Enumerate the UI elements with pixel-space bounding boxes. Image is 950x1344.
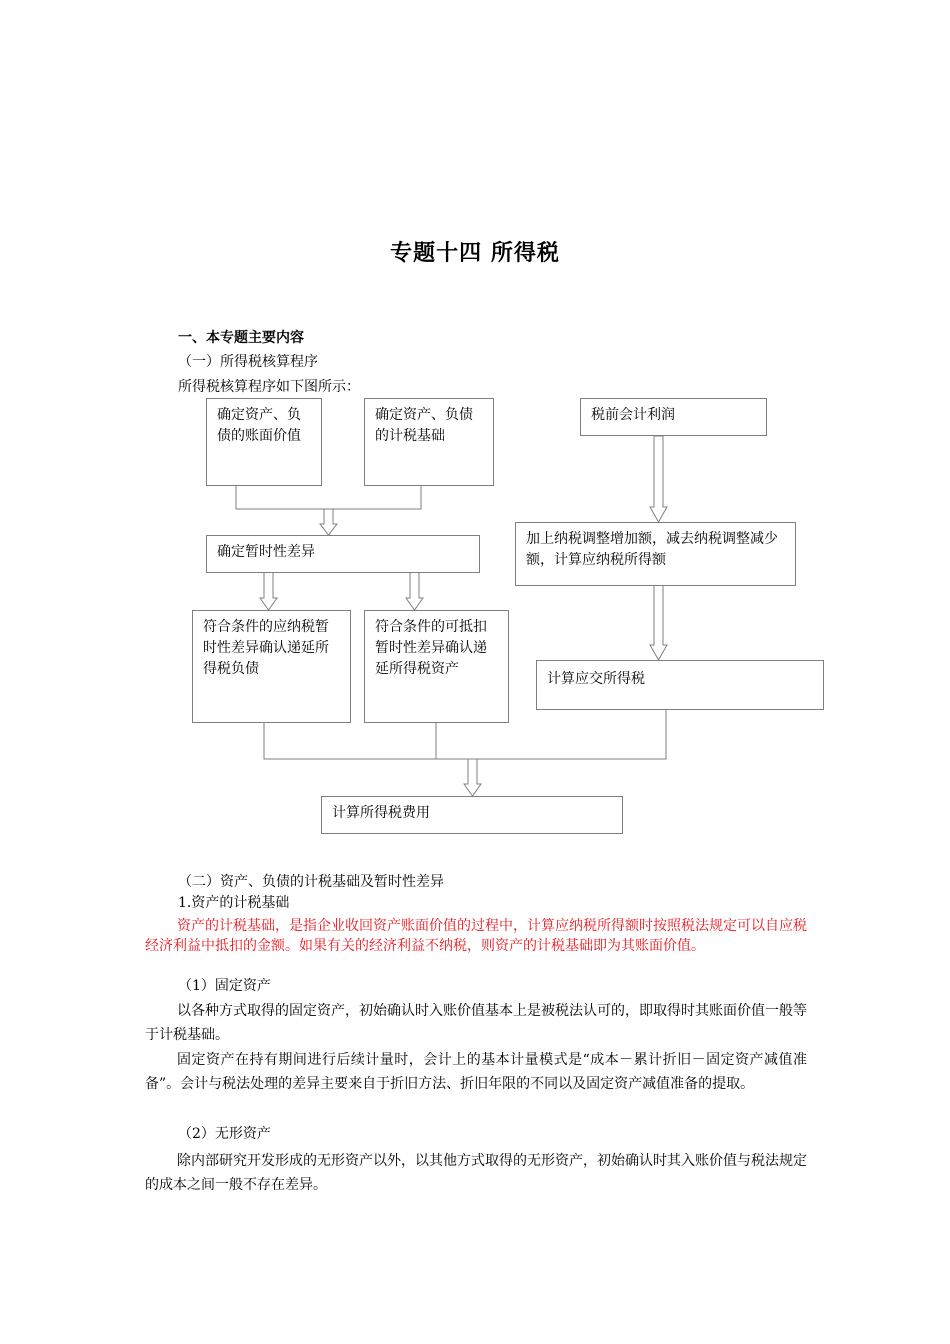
flowchart-intro: 所得税核算程序如下图所示： [178,379,360,395]
flow-box-tax-base: 确定资产、负债的计税基础 [364,398,494,486]
fixed-assets-paragraph-2: 固定资产在持有期间进行后续计量时，会计上的基本计量模式是“成本－累计折旧－固定资产减值准备”。会计与税法处理的差异主要来自于折旧方法、折旧年限的不同以及固定资产减值准备的提取。 [145,1052,807,1092]
section-heading: 一、本专题主要内容 [178,330,304,346]
subsection-heading: （一）所得税核算程序 [178,354,318,370]
flow-box-temp-diff: 确定暂时性差异 [206,535,480,573]
flow-box-deferred-tax-liability: 符合条件的应纳税暂时性差异确认递延所得税负债 [192,610,351,723]
intangible-assets-heading: （2）无形资产 [178,1126,271,1142]
fixed-assets-paragraph-1: 以各种方式取得的固定资产，初始确认时入账价值基本上是被税法认可的，即取得时其账面价值一般等于计税基础。 [145,1003,807,1043]
flow-box-adjust: 加上纳税调整增加额，减去纳税调整减少额，计算应纳税所得额 [515,522,796,586]
flow-box-tax-payable: 计算应交所得税 [536,660,824,710]
page-title: 专题十四 所得税 [390,241,560,266]
item-heading: 1.资产的计税基础 [178,895,290,911]
fixed-assets-heading: （1）固定资产 [178,978,271,994]
intangible-assets-paragraph: 除内部研究开发形成的无形资产以外，以其他方式取得的无形资产，初始确认时其入账价值与税法规定的成本之间一般不存在差异。 [145,1153,807,1193]
subsection-heading: （二）资产、负债的计税基础及暂时性差异 [178,874,444,890]
red-definition-paragraph: 资产的计税基础，是指企业收回资产账面价值的过程中，计算应纳税所得额时按照税法规定可以自应税经济利益中抵扣的金额。如果有关的经济利益不纳税，则资产的计税基础即为其账面价值。 [145,918,807,954]
flow-box-pretax-profit: 税前会计利润 [580,398,767,436]
flow-box-book-value: 确定资产、负债的账面价值 [206,398,322,486]
flow-box-tax-expense: 计算所得税费用 [321,796,623,834]
flow-box-deferred-tax-asset: 符合条件的可抵扣暂时性差异确认递延所得税资产 [364,610,509,723]
